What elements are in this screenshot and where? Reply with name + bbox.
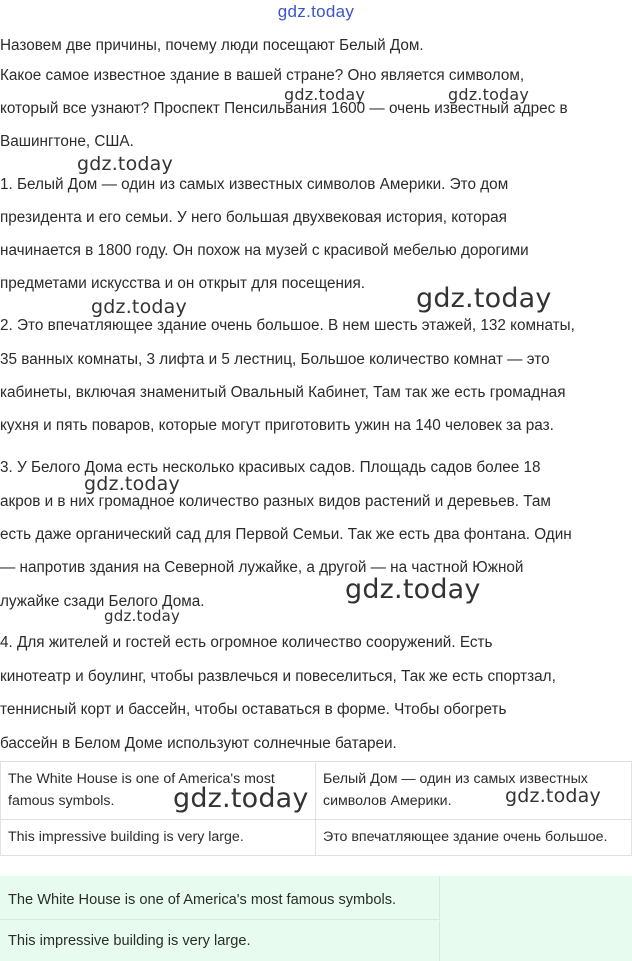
table-row (1, 820, 632, 856)
watermark: gdz.today (505, 785, 601, 807)
paragraph-line: кухня и пять поваров, которые могут приготовить ужин на 140 человек за раз. (0, 417, 554, 434)
paragraph-line: Какое самое известное здание в вашей стране? Оно является символом, (0, 67, 525, 84)
watermark: gdz.today (448, 85, 530, 104)
watermark: gdz.today (284, 85, 366, 104)
answer-block (0, 876, 632, 961)
watermark: gdz.today (416, 283, 552, 314)
table-cell-ru: Это впечатляющее здание очень большое. (316, 820, 632, 856)
watermark: gdz.today (104, 607, 181, 625)
paragraph-line: начинается в 1800 году. Он похож на музей с красивой мебелью дорогими (0, 242, 529, 259)
watermark: gdz.today (91, 296, 187, 318)
intro-question: Назовем две причины, почему люди посещают Белый Дом. (0, 37, 424, 54)
paragraph-line: 35 ванных комнаты, 3 лифта и 5 лестниц, Большое количество комнат — это (0, 351, 550, 368)
paragraph-line: который все узнают? Проспект Пенсильвания 1600 — очень известный адрес в (0, 100, 568, 117)
header-watermark: gdz.today (277, 2, 355, 21)
paragraph-line: кинотеатр и боулинг, чтобы развлечься и повеселиться, Так же есть спортзал, (0, 668, 556, 685)
watermark: gdz.today (173, 783, 309, 814)
translation-table (0, 761, 632, 856)
watermark: gdz.today (345, 574, 481, 605)
paragraph-line: 3. У Белого Дома есть несколько красивых садов. Площадь садов более 18 (0, 459, 541, 476)
paragraph-line: лужайке сзади Белого Дома. (0, 593, 205, 610)
paragraph-line: 2. Это впечатляющее здание очень большое. В нем шесть этажей, 132 комнаты, (0, 317, 575, 334)
paragraph-line: кабинеты, включая знаменитый Овальный Кабинет, Там так же есть громадная (0, 384, 566, 401)
paragraph-line: теннисный корт и бассейн, чтобы оставаться в форме. Чтобы обогреть (0, 701, 507, 718)
paragraph-line: Вашингтоне, США. (0, 133, 134, 150)
paragraph-line: акров и в них громадное количество разных видов растений и деревьев. Там (0, 493, 551, 510)
paragraph-line: президента и его семьи. У него большая двухвековая история, которая (0, 209, 507, 226)
paragraph-line: 1. Белый Дом — один из самых известных символов Америки. Это дом (0, 176, 509, 193)
table-cell-ru: Белый Дом — один из самых известных символов Америки. (316, 762, 632, 820)
table-cell-en: This impressive building is very large. (1, 820, 316, 856)
paragraph-line: — напротив здания на Северной лужайке, а другой — на частной Южной (0, 559, 524, 576)
answer-line: This impressive building is very large. (0, 921, 440, 961)
paragraph-line: 4. Для жителей и гостей есть огромное количество сооружений. Есть (0, 634, 493, 651)
paragraph-line: бассейн в Белом Доме используют солнечные батареи. (0, 735, 397, 752)
paragraph-line: предметами искусства и он открыт для посещения. (0, 275, 366, 292)
watermark: gdz.today (77, 153, 173, 175)
table-cell-en: The White House is one of America's most famous symbols. (1, 762, 316, 820)
paragraph-line: есть даже органический сад для Первой Семьи. Так же есть два фонтана. Один (0, 526, 572, 543)
watermark: gdz.today (84, 473, 180, 495)
answer-line: The White House is one of America's most famous symbols. (0, 876, 440, 920)
